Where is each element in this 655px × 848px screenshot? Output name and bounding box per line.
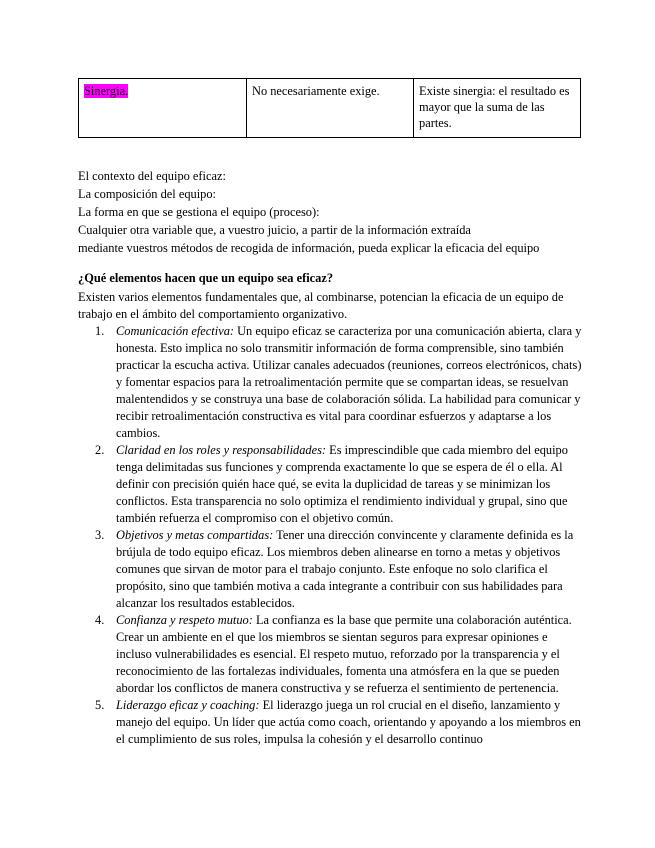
context-line: La forma en que se gestiona el equipo (proceso):	[78, 205, 320, 219]
list-item	[78, 527, 583, 612]
item-text: Es imprescindible que cada miembro del equipo tenga delimitadas sus funciones y comprenda exactamente lo que se espera de él o ella. Al definir con precisión quién hace qué, se evita la duplicidad de tareas y se minimizan los conflictos. Esta transparencia no solo optimiza el rendimiento individual y grupal, sino que también refuerza el compromiso con el objetivo común.	[116, 443, 568, 525]
list-item	[78, 697, 583, 748]
item-title: Comunicación efectiva:	[116, 324, 235, 338]
effective-team-section	[78, 270, 583, 748]
comparison-table	[78, 78, 581, 138]
elements-list	[78, 323, 583, 748]
list-number: 3.	[95, 528, 105, 542]
item-text: Tener una dirección convincente y claramente definida es la brújula de todo equipo eficaz. Los miembros deben alinearse en torno a metas y objetivos comunes que sirvan de motor para el trabajo conjunto. Este enfoque no solo clarifica el propósito, sino que también motiva a cada integrante a contribuir con sus habilidades para alcanzar los resultados establecidos.	[116, 528, 574, 610]
item-title: Liderazgo eficaz y coaching:	[116, 698, 260, 712]
list-number: 2.	[95, 443, 105, 457]
context-line: El contexto del equipo eficaz:	[78, 169, 226, 183]
item-title: Objetivos y metas compartidas:	[116, 528, 274, 542]
context-line: mediante vuestros métodos de recogida de información, pueda explicar la eficacia del equipo	[78, 241, 540, 255]
table-row	[79, 79, 581, 138]
item-text: La confianza es la base que permite una colaboración auténtica. Crear un ambiente en el que los miembros se sientan seguros para expresar opiniones e incluso vulnerabilidades es esencial. El respeto mutuo, reforzado por la transparencia y el reconocimiento de las fortalezas individuales, fomenta una atmósfera en la que se pueden abordar los conflictos de manera constructiva y se refuerza el sentimiento de pertenencia.	[116, 613, 572, 695]
section-intro: Existen varios elementos fundamentales que, al combinarse, potencian la eficacia de un equipo de trabajo en el ámbito del comportamiento organizativo.	[78, 290, 564, 321]
item-title: Claridad en los roles y responsabilidades:	[116, 443, 327, 457]
highlighted-term: Sinergia.	[84, 84, 129, 98]
table-cell	[79, 79, 247, 138]
table-cell: No necesariamente exige.	[247, 79, 414, 138]
item-text: El liderazgo juega un rol crucial en el diseño, lanzamiento y manejo del equipo. Un líder que actúa como coach, orientando y apoyando a los miembros en el cumplimiento de sus roles, impulsa la cohesión y el desarrollo continuo	[116, 698, 581, 746]
list-number: 1.	[95, 324, 105, 338]
list-item	[78, 612, 583, 697]
list-item	[78, 442, 583, 527]
item-text: Un equipo eficaz se caracteriza por una comunicación abierta, clara y honesta. Esto implica no solo transmitir información de forma comprensible, sino también practicar la escucha activa. Utilizar canales adecuados (reuniones, correos electrónicos, chats) y fomentar espacios para la retroalimentación permite que se compartan ideas, se resuelvan malentendidos y se construya una base de colaboración sólida. La habilidad para comunicar y recibir retroalimentación constructiva es vital para coordinar esfuerzos y adaptarse a los cambios.	[116, 324, 582, 440]
item-title: Confianza y respeto mutuo:	[116, 613, 253, 627]
context-line: La composición del equipo:	[78, 187, 216, 201]
section-heading: ¿Qué elementos hacen que un equipo sea eficaz?	[78, 271, 334, 285]
context-block	[78, 168, 598, 258]
list-item	[78, 323, 583, 442]
table-cell: Existe sinergia: el resultado es mayor que la suma de las partes.	[414, 79, 581, 138]
context-line: Cualquier otra variable que, a vuestro juicio, a partir de la información extraída	[78, 223, 471, 237]
list-number: 5.	[95, 698, 105, 712]
list-number: 4.	[95, 613, 105, 627]
